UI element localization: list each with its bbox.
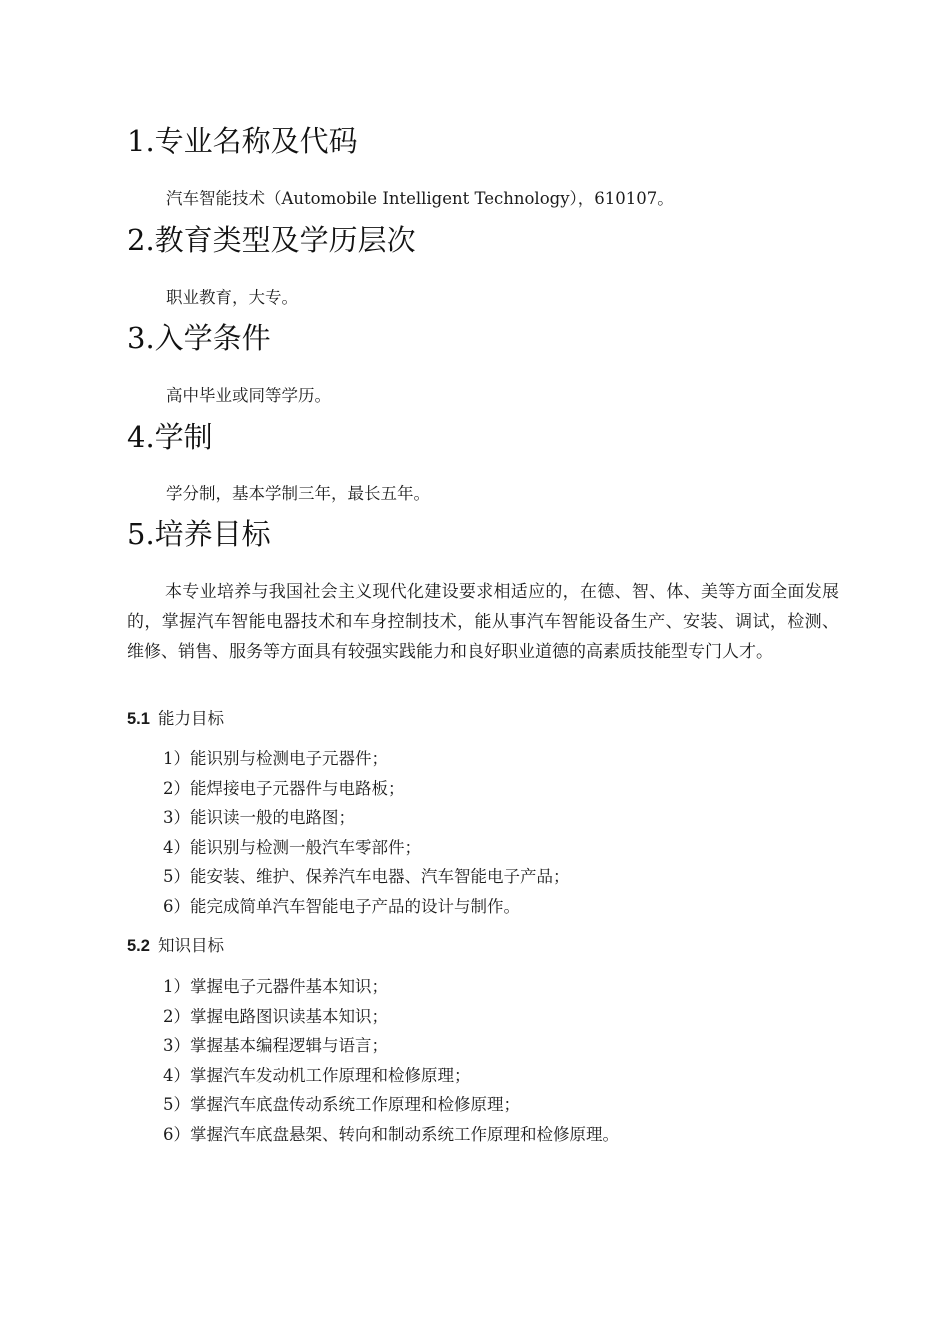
section-heading-4: 4.学制 — [127, 420, 213, 454]
section-heading-2: 2.教育类型及学历层次 — [127, 223, 416, 257]
list-item: 5）能安装、维护、保养汽车电器、汽车智能电子产品； — [163, 867, 570, 886]
subsection-number: 5.2 — [127, 937, 150, 955]
list-item: 1）能识别与检测电子元器件； — [163, 749, 388, 768]
list-item: 1）掌握电子元器件基本知识； — [163, 977, 388, 996]
section-body-3: 高中毕业或同等学历。 — [166, 386, 331, 405]
list-item: 5）掌握汽车底盘传动系统工作原理和检修原理； — [163, 1095, 520, 1114]
section-heading-3: 3.入学条件 — [127, 321, 271, 355]
subsection-heading-5-2 — [127, 934, 224, 958]
subsection-title: 能力目标 — [157, 709, 224, 728]
list-item: 4）掌握汽车发动机工作原理和检修原理； — [163, 1065, 471, 1085]
knowledge-goals-list — [163, 972, 619, 1149]
section-body-2: 职业教育，大专。 — [166, 288, 298, 307]
list-item: 4）能识别与检测一般汽车零部件； — [163, 837, 421, 857]
list-item: 3）能识读一般的电路图； — [163, 808, 355, 827]
subsection-number: 5.1 — [127, 710, 150, 728]
section-body-4: 学分制，基本学制三年，最长五年。 — [166, 484, 430, 503]
ability-goals-list — [163, 744, 570, 921]
subsection-heading-5-1 — [127, 707, 224, 731]
list-item: 6）掌握汽车底盘悬架、转向和制动系统工作原理和检修原理。 — [163, 1124, 619, 1144]
list-item: 3）掌握基本编程逻辑与语言； — [163, 1036, 388, 1055]
list-item: 6）能完成简单汽车智能电子产品的设计与制作。 — [163, 896, 520, 916]
list-item: 2）掌握电路图识读基本知识； — [163, 1006, 388, 1026]
section-heading-5: 5.培养目标 — [127, 517, 271, 551]
list-item: 2）能焊接电子元器件与电路板； — [163, 778, 405, 798]
section-body-5: 本专业培养与我国社会主义现代化建设要求相适应的，在德、智、体、美等方面全面发展的，掌握汽车智能电器技术和车身控制技术，能从事汽车智能设备生产、安装、调试，检测、维修、销售、服务等方面具有较强实践能力和良好职业道德的高素质技能型专门人才。 — [127, 582, 839, 662]
section-body-1: 汽车智能技术（Automobile Intelligent Technology），610107。 — [166, 189, 674, 208]
section-heading-1: 1.专业名称及代码 — [127, 124, 358, 158]
subsection-title: 知识目标 — [157, 936, 224, 955]
